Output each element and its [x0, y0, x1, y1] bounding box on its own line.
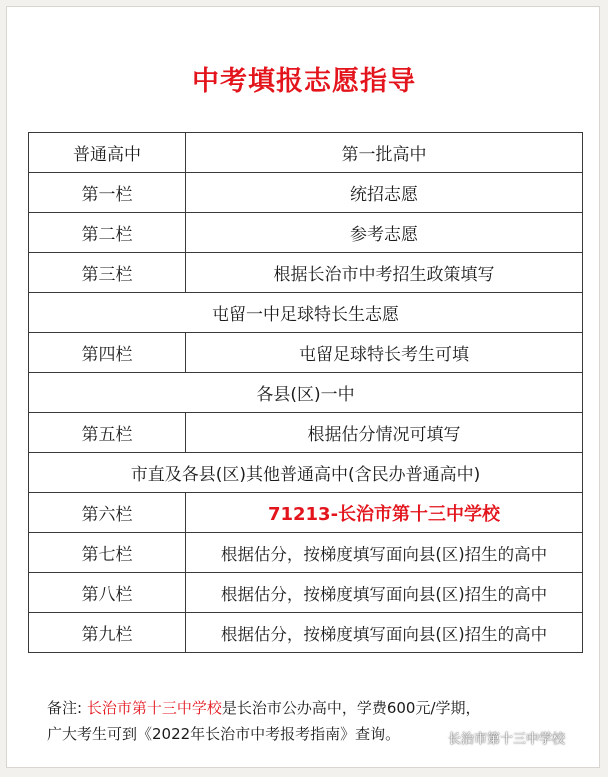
- wechat-icon: [424, 730, 444, 746]
- row-value: 屯留足球特长考生可填: [186, 333, 583, 373]
- table-row: [29, 173, 583, 213]
- row-label: 第五栏: [29, 413, 186, 453]
- row-value: 根据估分情况可填写: [186, 413, 583, 453]
- guide-table: [28, 132, 583, 653]
- row-value: 根据估分，按梯度填写面向县(区)招生的高中: [186, 533, 583, 573]
- row-label: 第九栏: [29, 613, 186, 653]
- table-row: [29, 613, 583, 653]
- school-highlight: 71213-长治市第十三中学校: [186, 493, 583, 533]
- row-label: 第六栏: [29, 493, 186, 533]
- table-section-row: [29, 373, 583, 413]
- table-row: [29, 213, 583, 253]
- wechat-watermark: [424, 728, 565, 747]
- row-label: 第八栏: [29, 573, 186, 613]
- row-value: 根据长治市中考招生政策填写: [186, 253, 583, 293]
- table-row: [29, 533, 583, 573]
- row-value: 根据估分，按梯度填写面向县(区)招生的高中: [186, 573, 583, 613]
- table-section-row: [29, 293, 583, 333]
- table-row: [29, 493, 583, 533]
- remark-school: 长治市第十三中学校: [86, 699, 222, 717]
- row-label: 第一栏: [29, 173, 186, 213]
- table-row: [29, 413, 583, 453]
- section-header: 市直及各县(区)其他普通高中(含民办普通高中): [29, 453, 583, 493]
- page-title: 中考填报志愿指导: [192, 66, 416, 97]
- remark-line-2: 广大考生可到《2022年长治市中考报考指南》查询。: [47, 725, 401, 743]
- row-value: 统招志愿: [186, 173, 583, 213]
- guide-card: [6, 6, 600, 768]
- table-section-row: [29, 453, 583, 493]
- row-value: 根据估分，按梯度填写面向县(区)招生的高中: [186, 613, 583, 653]
- remark-line-1: [47, 695, 587, 721]
- table-row: [29, 573, 583, 613]
- row-value: 第一批高中: [186, 133, 583, 173]
- row-label: 第二栏: [29, 213, 186, 253]
- row-label: 普通高中: [29, 133, 186, 173]
- section-header: 各县(区)一中: [29, 373, 583, 413]
- watermark-text: 长治市第十三中学校: [448, 732, 566, 747]
- remark-text: 是长治市公办高中，学费600元/学期，: [221, 699, 481, 717]
- table-row: [29, 133, 583, 173]
- row-label: 第三栏: [29, 253, 186, 293]
- row-value: 参考志愿: [186, 213, 583, 253]
- table-row: [29, 253, 583, 293]
- row-label: 第四栏: [29, 333, 186, 373]
- remark-prefix: 备注:: [47, 699, 87, 717]
- row-label: 第七栏: [29, 533, 186, 573]
- table-row: [29, 333, 583, 373]
- section-header: 屯留一中足球特长生志愿: [29, 293, 583, 333]
